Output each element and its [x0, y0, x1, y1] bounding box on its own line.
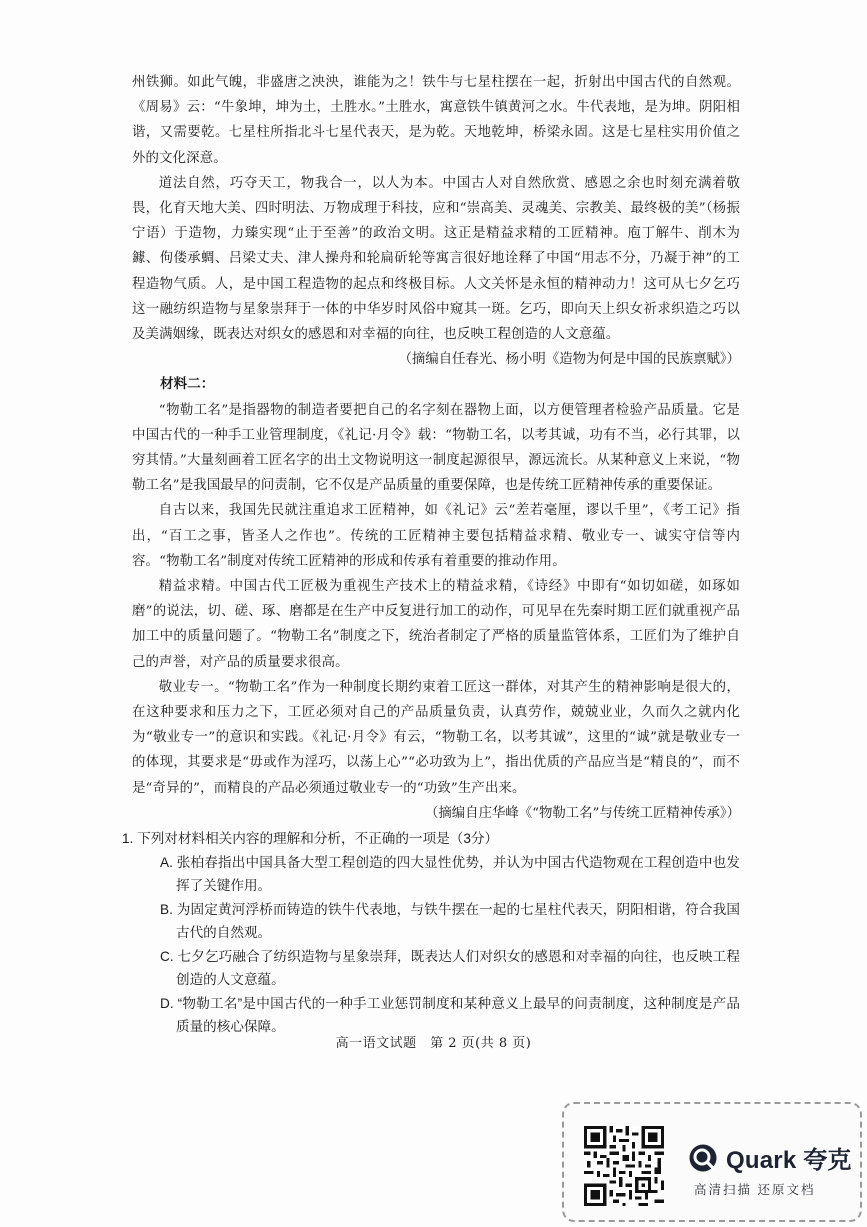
question-1-options	[132, 851, 740, 1038]
brand-tagline: 高清扫描 还原文档	[694, 1183, 816, 1197]
page-footer: 高一语文试题 第 2 页(共 8 页)	[335, 1036, 532, 1051]
material2-heading: 材料二：	[160, 376, 215, 393]
option-d: D. “物勒工名”是中国古代的一种手工业惩罚制度和某种意义上最早的问责制度，这种制度是产品质量的核心保障。	[160, 996, 740, 1035]
material2-paragraph-3: 精益求精。中国古代工匠极为重视生产技术上的精益求精，《诗经》中即有“如切如磋，如琢如磨”的说法，切、磋、琢、磨都是在生产中反复进行加工的动作，可见早在先秦时期工匠们就重视产品加工中的质量问题了。“物勒工名”制度之下，统治者制定了严格的质量监管体系，工匠们为了维护自己的声誉，对产品的质量要求很高。	[132, 579, 740, 670]
material2-paragraph-1: “物勒工名”是指器物的制造者要把自己的名字刻在器物上面，以方便管理者检验产品质量。它是中国古代的一种手工业管理制度，《礼记·月令》载：“物勒工名，以考其诚，功有不当，必行其罪，以穷其情。”大量刻画着工匠名字的出土文物说明这一制度起源很早，源远流长。从某种意义上来说，“物勒工名”是我国最早的问责制，它不仅是产品质量的重要保障，也是传统工匠精神传承的重要保证。	[132, 402, 740, 494]
option-b: B. 为固定黄河浮桥而铸造的铁牛代表地，与铁牛摆在一起的七星柱代表天，阴阳相谐，符合我国古代的自然观。	[160, 902, 740, 941]
material1-paragraph-continued: 州铁狮。如此气魄，非盛唐之泱泱，谁能为之！铁牛与七星柱摆在一起，折射出中国古代的自然观。《周易》云：“牛象坤，坤为土，土胜水。”土胜水，寓意铁牛镇黄河之水。牛代表地，是为坤。阴阳相谐，又需要乾。七星柱所指北斗七星代表天，是为乾。天地乾坤，桥梁永固。这是七星柱实用价值之外的文化深意。	[132, 75, 740, 166]
quark-logo-icon	[688, 1143, 718, 1173]
material1-paragraph-2: 道法自然，巧夺天工，物我合一，以人为本。中国古人对自然欣赏、感恩之余也时刻充满着敬畏，化育天地大美、四时明法、万物成理于科技，应和“崇高美、灵魂美、宗教美、最终极的美”（杨振宁语）于造物，力臻实现“止于至善”的政治文明。这正是精益求精的工匠精神。庖丁解牛、削木为鐻、佝偻承蜩、吕梁丈夫、津人操舟和轮扁斫轮等寓言很好地诠释了中国“用志不分，乃凝于神”的工程造物气质。人，是中国工程造物的起点和终极目标。人文关怀是永恒的精神动力！这可从七夕乞巧这一融纺织造物与星象崇拜于一体的中华岁时风俗中窥其一斑。乞巧，即向天上织女祈求织造之巧以及美满姻缘，既表达对织女的感恩和对幸福的向往，也反映工程创造的人文意蕴。	[132, 175, 740, 343]
material1-source: （摘编自任春光、杨小明《造物为何是中国的民族禀赋》）	[398, 352, 740, 368]
page-text	[122, 70, 740, 1039]
quark-scan-badge	[562, 1102, 862, 1222]
option-a: A. 张柏春指出中国具备大型工程创造的四大显性优势，并认为中国古代造物观在工程创造中也发挥了关键作用。	[160, 855, 740, 894]
brand-name: Quark 夸克	[726, 1147, 852, 1174]
material2-source: （摘编自庄华峰《“物勒工名”与传统工匠精神传承》）	[425, 805, 740, 821]
material2-paragraph-2: 自古以来，我国先民就注重追求工匠精神，如《礼记》云“差若毫厘，谬以千里”，《考工记》指出，“百工之事，皆圣人之作也”。传统的工匠精神主要包括精益求精、敬业专一、诚实守信等内容。“物勒工名”制度对传统工匠精神的形成和传承有着重要的推动作用。	[132, 503, 740, 569]
material2-paragraph-4: 敬业专一。“物勒工名”作为一种制度长期约束着工匠这一群体，对其产生的精神影响是很大的，在这种要求和压力之下，工匠必须对自己的产品质量负责，认真劳作，兢兢业业，久而久之就内化为“敬业专一”的意识和实践。《礼记·月令》有云，“物勒工名，以考其诚”，这里的“诚”就是敬业专一的体现，其要求是“毋或作为淫巧，以荡上心”“必功致为上”，指出优质的产品应当是“精良的”，而不是“奇异的”，而精良的产品必须通过敬业专一的“功致”生产出来。	[132, 679, 740, 796]
question-1-stem: 1. 下列对材料相关内容的理解和分析，不正确的一项是（3分）	[122, 831, 499, 847]
option-c: C. 七夕乞巧融合了纺织造物与星象崇拜，既表达人们对织女的感恩和对幸福的向往，也反映工程创造的人文意蕴。	[160, 949, 740, 988]
brand-row	[688, 1140, 852, 1175]
qr-code-icon	[584, 1126, 664, 1206]
